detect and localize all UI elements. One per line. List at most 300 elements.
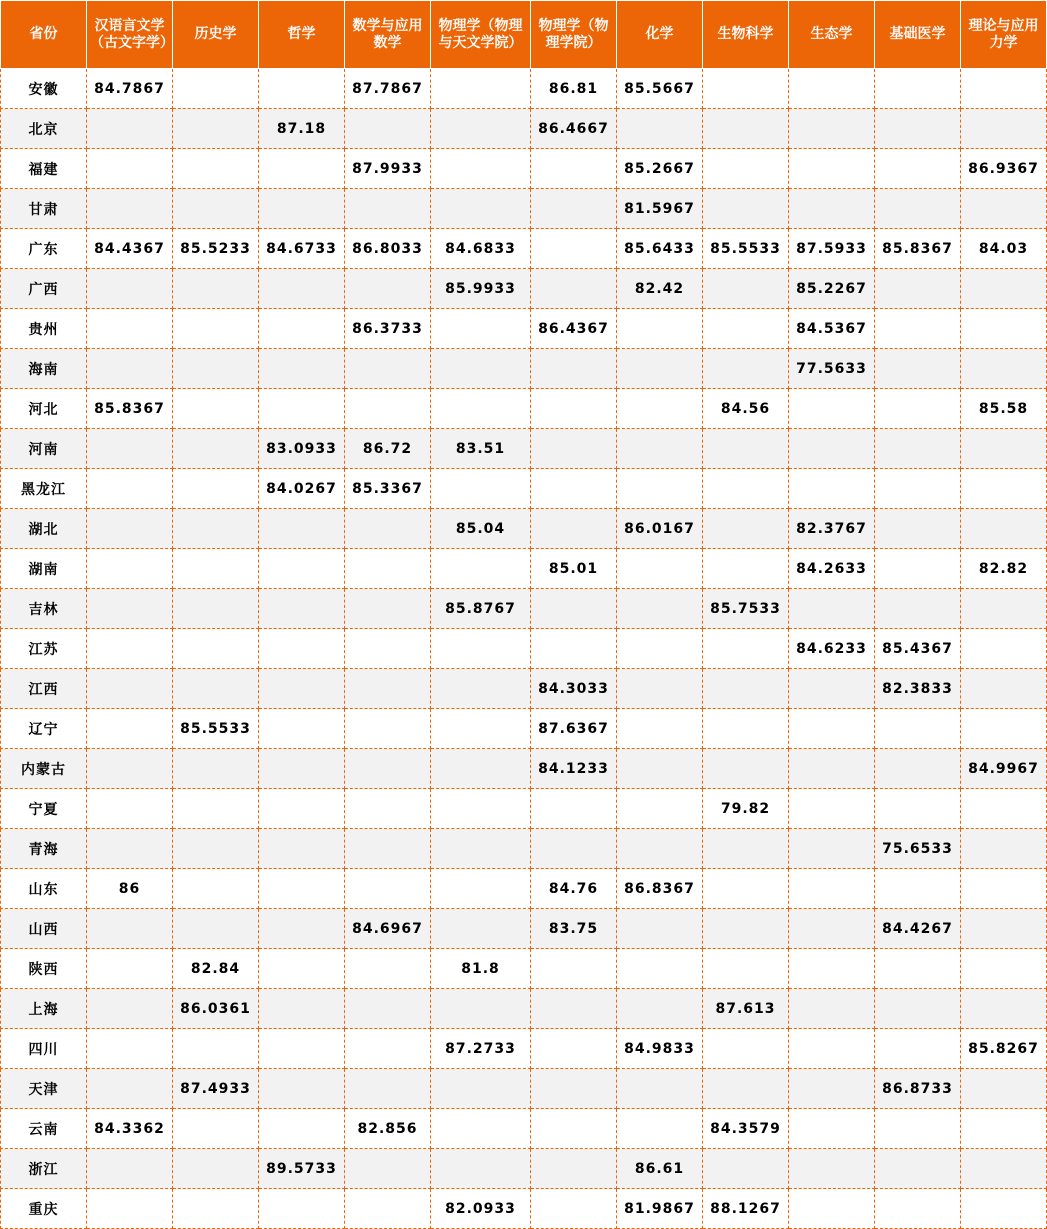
score-cell xyxy=(617,109,703,149)
score-cell xyxy=(345,629,431,669)
score-cell xyxy=(531,509,617,549)
score-cell: 86.81 xyxy=(531,69,617,109)
score-cell xyxy=(703,629,789,669)
score-cell xyxy=(345,1029,431,1069)
score-cell xyxy=(345,589,431,629)
score-cell: 82.0933 xyxy=(431,1189,531,1229)
score-cell xyxy=(961,1109,1047,1149)
score-cell xyxy=(531,349,617,389)
score-cell: 85.3367 xyxy=(345,469,431,509)
score-cell xyxy=(961,829,1047,869)
province-cell: 山东 xyxy=(1,869,87,909)
score-cell xyxy=(87,789,173,829)
province-cell: 云南 xyxy=(1,1109,87,1149)
score-cell xyxy=(345,949,431,989)
table-row xyxy=(1,469,1047,509)
score-cell xyxy=(789,709,875,749)
table-row xyxy=(1,669,1047,709)
score-cell: 88.1267 xyxy=(703,1189,789,1229)
score-cell xyxy=(345,989,431,1029)
score-cell xyxy=(87,189,173,229)
table-row xyxy=(1,349,1047,389)
score-cell: 84.56 xyxy=(703,389,789,429)
score-cell xyxy=(173,349,259,389)
score-cell xyxy=(87,629,173,669)
score-cell: 86.8733 xyxy=(875,1069,961,1109)
score-cell xyxy=(345,349,431,389)
header-subject: 生态学 xyxy=(789,1,875,69)
score-cell xyxy=(703,509,789,549)
score-cell: 87.18 xyxy=(259,109,345,149)
score-cell xyxy=(531,789,617,829)
score-cell xyxy=(431,309,531,349)
score-cell xyxy=(961,309,1047,349)
score-cell xyxy=(87,1029,173,1069)
score-cell: 79.82 xyxy=(703,789,789,829)
score-cell xyxy=(431,389,531,429)
score-cell xyxy=(617,1109,703,1149)
score-cell: 84.6833 xyxy=(431,229,531,269)
score-cell xyxy=(431,69,531,109)
table-row xyxy=(1,709,1047,749)
score-cell xyxy=(345,189,431,229)
score-cell xyxy=(531,189,617,229)
score-cell xyxy=(259,829,345,869)
header-subject: 基础医学 xyxy=(875,1,961,69)
score-cell xyxy=(531,1109,617,1149)
province-cell: 安徽 xyxy=(1,69,87,109)
table-header xyxy=(1,1,1047,69)
score-cell xyxy=(259,69,345,109)
score-cell xyxy=(875,469,961,509)
score-cell xyxy=(875,1149,961,1189)
score-cell xyxy=(703,189,789,229)
score-cell: 87.4933 xyxy=(173,1069,259,1109)
score-cell: 84.4267 xyxy=(875,909,961,949)
score-cell: 89.5733 xyxy=(259,1149,345,1189)
score-cell xyxy=(703,749,789,789)
score-cell: 85.2267 xyxy=(789,269,875,309)
score-cell xyxy=(345,709,431,749)
score-cell: 86.9367 xyxy=(961,149,1047,189)
table-row xyxy=(1,789,1047,829)
score-cell: 84.3033 xyxy=(531,669,617,709)
score-cell: 84.7867 xyxy=(87,69,173,109)
score-cell xyxy=(617,389,703,429)
header-subject: 理论与应用力学 xyxy=(961,1,1047,69)
score-cell: 85.5667 xyxy=(617,69,703,109)
score-cell: 85.6433 xyxy=(617,229,703,269)
score-cell xyxy=(173,1029,259,1069)
score-cell xyxy=(617,309,703,349)
score-cell xyxy=(789,389,875,429)
score-cell xyxy=(961,1189,1047,1229)
score-cell xyxy=(961,349,1047,389)
score-cell xyxy=(87,749,173,789)
table-row xyxy=(1,189,1047,229)
score-cell xyxy=(961,429,1047,469)
score-cell xyxy=(173,789,259,829)
score-cell xyxy=(531,1189,617,1229)
score-cell xyxy=(789,869,875,909)
score-cell xyxy=(259,1029,345,1069)
table-row xyxy=(1,309,1047,349)
score-cell xyxy=(875,429,961,469)
score-cell xyxy=(617,749,703,789)
score-cell xyxy=(617,469,703,509)
score-cell xyxy=(87,589,173,629)
score-cell xyxy=(345,109,431,149)
score-cell xyxy=(173,589,259,629)
score-cell xyxy=(345,669,431,709)
score-cell: 75.6533 xyxy=(875,829,961,869)
score-cell: 84.2633 xyxy=(789,549,875,589)
score-cell xyxy=(703,469,789,509)
header-subject: 汉语言文学（古文字学） xyxy=(87,1,173,69)
table-row xyxy=(1,1149,1047,1189)
score-cell xyxy=(345,869,431,909)
score-cell xyxy=(789,789,875,829)
table-row xyxy=(1,509,1047,549)
score-cell: 87.2733 xyxy=(431,1029,531,1069)
score-cell: 84.9967 xyxy=(961,749,1047,789)
header-subject: 历史学 xyxy=(173,1,259,69)
score-cell xyxy=(87,949,173,989)
score-cell: 86.4367 xyxy=(531,309,617,349)
province-cell: 天津 xyxy=(1,1069,87,1109)
province-cell: 内蒙古 xyxy=(1,749,87,789)
score-cell: 85.58 xyxy=(961,389,1047,429)
province-cell: 四川 xyxy=(1,1029,87,1069)
score-cell xyxy=(875,789,961,829)
score-cell xyxy=(173,829,259,869)
score-cell xyxy=(87,469,173,509)
score-cell xyxy=(875,109,961,149)
province-cell: 山西 xyxy=(1,909,87,949)
score-cell xyxy=(431,829,531,869)
score-cell xyxy=(875,549,961,589)
score-cell xyxy=(961,989,1047,1029)
score-cell xyxy=(531,1029,617,1069)
score-cell xyxy=(259,149,345,189)
score-cell xyxy=(617,829,703,869)
score-cell xyxy=(531,1149,617,1189)
header-province: 省份 xyxy=(1,1,87,69)
province-cell: 河南 xyxy=(1,429,87,469)
score-cell xyxy=(961,69,1047,109)
score-cell xyxy=(259,549,345,589)
header-subject: 哲学 xyxy=(259,1,345,69)
header-subject: 物理学（物理与天文学院） xyxy=(431,1,531,69)
score-cell xyxy=(703,949,789,989)
score-cell: 82.3767 xyxy=(789,509,875,549)
score-cell xyxy=(173,629,259,669)
province-cell: 重庆 xyxy=(1,1189,87,1229)
score-cell xyxy=(961,629,1047,669)
score-cell xyxy=(87,909,173,949)
score-cell: 82.856 xyxy=(345,1109,431,1149)
score-cell xyxy=(531,229,617,269)
score-cell xyxy=(531,1069,617,1109)
score-cell xyxy=(961,869,1047,909)
score-cell xyxy=(173,389,259,429)
score-cell xyxy=(789,109,875,149)
score-cell: 82.42 xyxy=(617,269,703,309)
header-subject: 化学 xyxy=(617,1,703,69)
score-cell xyxy=(173,469,259,509)
score-cell xyxy=(259,389,345,429)
score-cell xyxy=(87,429,173,469)
table-row xyxy=(1,229,1047,269)
score-cell xyxy=(431,549,531,589)
score-cell: 87.9933 xyxy=(345,149,431,189)
province-cell: 海南 xyxy=(1,349,87,389)
table-row xyxy=(1,269,1047,309)
score-cell: 81.5967 xyxy=(617,189,703,229)
score-cell xyxy=(789,989,875,1029)
score-cell xyxy=(703,429,789,469)
score-cell: 85.01 xyxy=(531,549,617,589)
score-cell xyxy=(703,349,789,389)
score-cell xyxy=(703,69,789,109)
score-cell xyxy=(703,669,789,709)
province-cell: 上海 xyxy=(1,989,87,1029)
score-cell xyxy=(875,269,961,309)
score-cell xyxy=(345,549,431,589)
score-cell xyxy=(961,1149,1047,1189)
score-cell xyxy=(87,509,173,549)
score-cell xyxy=(259,589,345,629)
score-cell xyxy=(875,309,961,349)
score-cell xyxy=(703,549,789,589)
score-cell xyxy=(431,709,531,749)
score-cell: 84.3362 xyxy=(87,1109,173,1149)
score-cell xyxy=(259,669,345,709)
score-cell xyxy=(961,269,1047,309)
province-cell: 湖北 xyxy=(1,509,87,549)
score-cell: 85.5233 xyxy=(173,229,259,269)
score-cell xyxy=(345,509,431,549)
score-cell xyxy=(87,269,173,309)
score-cell xyxy=(875,1109,961,1149)
score-cell xyxy=(789,829,875,869)
score-cell: 84.76 xyxy=(531,869,617,909)
header-subject: 物理学（物理学院） xyxy=(531,1,617,69)
province-cell: 福建 xyxy=(1,149,87,189)
score-cell xyxy=(875,1189,961,1229)
score-cell xyxy=(961,909,1047,949)
score-cell xyxy=(703,709,789,749)
score-cell: 84.5367 xyxy=(789,309,875,349)
score-cell: 86.3733 xyxy=(345,309,431,349)
score-cell xyxy=(259,1069,345,1109)
score-cell xyxy=(703,829,789,869)
score-cell: 86.0361 xyxy=(173,989,259,1029)
score-cell xyxy=(87,349,173,389)
score-cell xyxy=(617,549,703,589)
score-cell xyxy=(431,749,531,789)
score-cell xyxy=(875,69,961,109)
score-cell xyxy=(345,789,431,829)
score-cell xyxy=(431,189,531,229)
table-row xyxy=(1,149,1047,189)
score-cell xyxy=(617,429,703,469)
score-cell xyxy=(259,1109,345,1149)
score-cell xyxy=(875,989,961,1029)
score-cell xyxy=(875,189,961,229)
table-row xyxy=(1,1029,1047,1069)
score-cell xyxy=(173,429,259,469)
province-cell: 青海 xyxy=(1,829,87,869)
table-row xyxy=(1,389,1047,429)
score-cell xyxy=(431,1109,531,1149)
score-cell xyxy=(87,989,173,1029)
score-cell: 85.4367 xyxy=(875,629,961,669)
score-cell xyxy=(875,349,961,389)
score-cell xyxy=(703,149,789,189)
score-cell xyxy=(259,789,345,829)
score-cell xyxy=(259,349,345,389)
score-cell xyxy=(617,789,703,829)
score-cell xyxy=(531,949,617,989)
score-cell xyxy=(789,1109,875,1149)
score-cell xyxy=(531,149,617,189)
score-cell xyxy=(875,1029,961,1069)
score-cell: 86.8033 xyxy=(345,229,431,269)
score-cell: 84.6233 xyxy=(789,629,875,669)
score-cell xyxy=(173,549,259,589)
score-cell xyxy=(345,389,431,429)
score-cell: 85.5533 xyxy=(173,709,259,749)
table-body xyxy=(1,69,1047,1229)
score-cell xyxy=(87,549,173,589)
score-cell xyxy=(345,1149,431,1189)
score-cell xyxy=(531,589,617,629)
score-cell xyxy=(617,589,703,629)
province-cell: 贵州 xyxy=(1,309,87,349)
score-cell xyxy=(259,629,345,669)
score-cell: 86.61 xyxy=(617,1149,703,1189)
table-row xyxy=(1,1069,1047,1109)
score-cell xyxy=(259,269,345,309)
score-cell xyxy=(875,149,961,189)
score-cell: 84.4367 xyxy=(87,229,173,269)
score-cell: 82.3833 xyxy=(875,669,961,709)
province-cell: 辽宁 xyxy=(1,709,87,749)
score-cell xyxy=(259,749,345,789)
score-cell xyxy=(345,269,431,309)
score-cell xyxy=(431,669,531,709)
score-cell xyxy=(789,69,875,109)
province-cell: 河北 xyxy=(1,389,87,429)
score-cell: 87.6367 xyxy=(531,709,617,749)
score-cell xyxy=(617,709,703,749)
score-cell xyxy=(789,949,875,989)
score-cell: 87.613 xyxy=(703,989,789,1029)
score-cell xyxy=(789,749,875,789)
province-cell: 湖南 xyxy=(1,549,87,589)
score-cell xyxy=(431,989,531,1029)
table-row xyxy=(1,989,1047,1029)
score-cell xyxy=(617,989,703,1029)
score-cell xyxy=(789,469,875,509)
score-cell xyxy=(961,509,1047,549)
score-cell xyxy=(961,949,1047,989)
header-subject: 生物科学 xyxy=(703,1,789,69)
score-cell xyxy=(259,1189,345,1229)
score-cell xyxy=(431,1069,531,1109)
score-cell xyxy=(173,189,259,229)
score-cell xyxy=(173,869,259,909)
score-cell xyxy=(87,1189,173,1229)
score-cell xyxy=(789,1149,875,1189)
score-cell xyxy=(617,1069,703,1109)
score-cell xyxy=(961,589,1047,629)
score-cell xyxy=(259,309,345,349)
score-cell: 86.0167 xyxy=(617,509,703,549)
score-cell xyxy=(531,829,617,869)
score-cell xyxy=(789,189,875,229)
score-cell xyxy=(87,669,173,709)
score-cell: 84.9833 xyxy=(617,1029,703,1069)
score-cell xyxy=(531,629,617,669)
score-cell xyxy=(617,629,703,669)
table-row xyxy=(1,69,1047,109)
score-cell xyxy=(431,149,531,189)
score-cell xyxy=(531,429,617,469)
table-row xyxy=(1,589,1047,629)
score-cell: 85.8367 xyxy=(87,389,173,429)
province-cell: 宁夏 xyxy=(1,789,87,829)
score-cell: 84.3579 xyxy=(703,1109,789,1149)
score-cell xyxy=(531,469,617,509)
score-cell: 85.7533 xyxy=(703,589,789,629)
score-cell: 85.5533 xyxy=(703,229,789,269)
score-cell: 86 xyxy=(87,869,173,909)
score-cell xyxy=(345,829,431,869)
score-cell xyxy=(703,109,789,149)
score-cell: 84.6967 xyxy=(345,909,431,949)
score-cell: 83.51 xyxy=(431,429,531,469)
table-row xyxy=(1,749,1047,789)
score-cell xyxy=(703,1029,789,1069)
score-cell xyxy=(961,469,1047,509)
province-cell: 广西 xyxy=(1,269,87,309)
score-cell xyxy=(173,309,259,349)
score-cell xyxy=(173,669,259,709)
score-cell xyxy=(875,589,961,629)
score-cell xyxy=(875,509,961,549)
score-cell xyxy=(431,349,531,389)
table-row xyxy=(1,829,1047,869)
score-cell: 82.82 xyxy=(961,549,1047,589)
score-cell xyxy=(789,1069,875,1109)
score-cell xyxy=(87,829,173,869)
score-cell xyxy=(87,149,173,189)
score-cell: 82.84 xyxy=(173,949,259,989)
score-cell xyxy=(173,1149,259,1189)
score-cell: 84.03 xyxy=(961,229,1047,269)
score-cell xyxy=(259,989,345,1029)
score-cell xyxy=(173,1109,259,1149)
score-cell xyxy=(961,669,1047,709)
score-cell xyxy=(961,709,1047,749)
score-cell xyxy=(173,749,259,789)
score-cell: 85.04 xyxy=(431,509,531,549)
score-cell xyxy=(703,1069,789,1109)
score-cell xyxy=(703,869,789,909)
score-cell: 83.75 xyxy=(531,909,617,949)
